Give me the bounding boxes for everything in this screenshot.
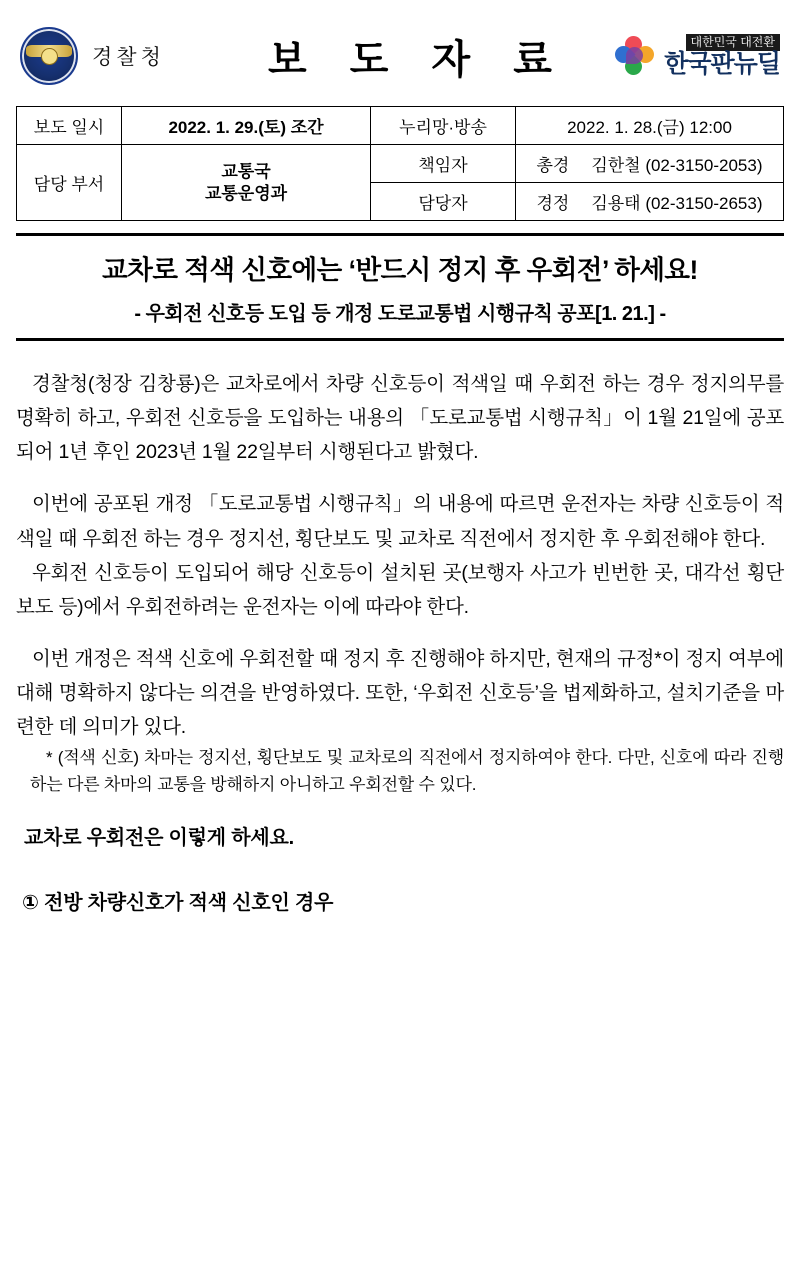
document-title: 보 도 자 료 <box>268 37 568 82</box>
body-paragraph-4: 이번 개정은 적색 신호에 우회전할 때 정지 후 진행해야 하지만, 현재의 규정*이 정지 여부에 대해 명확하지 않다는 의견을 반영하였다. 또한, ‘우회전 신호등’을 법제화하고, 설치기준을 마련한 데 의미가 있다. <box>16 647 784 739</box>
headline-main: 교차로 적색 신호에는 ‘반드시 정지 후 우회전’ 하세요! <box>102 255 698 285</box>
brand-text <box>664 34 780 79</box>
body-item-1: ① 전방 차량신호가 적색 신호인 경우 <box>22 891 334 914</box>
headline-box <box>16 233 784 341</box>
release-date-value: 2022. 1. 29.(토) 조간 <box>122 107 371 145</box>
body-paragraph-3: 우회전 신호등이 도입되어 해당 신호등이 설치된 곳(보행자 사고가 빈번한 곳, 대각선 횡단보도 등)에서 우회전하려는 운전자는 이에 따라야 한다. <box>16 561 784 618</box>
header-right-group <box>570 34 780 79</box>
document-info-table <box>16 106 784 221</box>
police-emblem-icon <box>20 27 78 85</box>
dept-label: 담당 부서 <box>17 145 122 221</box>
document-header <box>16 12 784 100</box>
headline-sub: - 우회전 신호등 도입 등 개정 도로교통법 시행규칙 공포[1. 21.] - <box>134 303 666 325</box>
brand-name: 한국판뉴딜 <box>664 49 780 78</box>
release-date-label: 보도 일시 <box>17 107 122 145</box>
body-paragraph-1: 경찰청(청장 김창룡)은 교차로에서 차량 신호등이 적색일 때 우회전 하는 경우 정지의무를 명확히 하고, 우회전 신호등을 도입하는 내용의 「도로교통법 시행규칙」이 1월 21일에 공포되어 1년 후인 2023년 1월 22일부터 시행된다고 밝혔다. <box>16 373 784 464</box>
staff-label: 담당자 <box>371 183 516 221</box>
responsible-rank: 총경 <box>536 156 570 175</box>
staff-name: 김용태 (02-3150-2653) <box>591 194 763 213</box>
dept-line-2: 교통운영과 <box>204 183 288 203</box>
body-footnote: * (적색 신호) 차마는 정지선, 횡단보도 및 교차로의 직전에서 정지하여야 한다. 다만, 신호에 따라 진행하는 다른 차마의 교통을 방해하지 아니하고 우회전할 수 있다. <box>30 748 784 795</box>
dept-value <box>122 145 371 221</box>
document-body <box>16 367 784 921</box>
channel-label: 누리망·방송 <box>371 107 516 145</box>
table-row <box>17 145 784 183</box>
channel-date-value: 2022. 1. 28.(금) 12:00 <box>516 107 784 145</box>
header-left-group <box>20 27 250 85</box>
responsible-name: 김한철 (02-3150-2053) <box>591 156 763 175</box>
responsible-value <box>516 145 784 183</box>
body-lead-line: 교차로 우회전은 이렇게 하세요. <box>24 826 294 849</box>
pinwheel-icon <box>614 35 656 77</box>
body-paragraph-2: 이번에 공포된 개정 「도로교통법 시행규칙」의 내용에 따르면 운전자는 차량 신호등이 적색일 때 우회전 하는 경우 정지선, 횡단보도 및 교차로 직전에서 정지한 후 우회전해야 한다. <box>16 493 784 550</box>
brand-tagline: 대한민국 대전환 <box>686 34 780 51</box>
page-bottom-edge <box>0 1256 800 1266</box>
staff-rank: 경정 <box>536 194 570 213</box>
staff-value <box>516 183 784 221</box>
organization-name: 경찰청 <box>92 46 165 69</box>
table-row <box>17 107 784 145</box>
responsible-label: 책임자 <box>371 145 516 183</box>
dept-line-1: 교통국 <box>221 162 271 182</box>
